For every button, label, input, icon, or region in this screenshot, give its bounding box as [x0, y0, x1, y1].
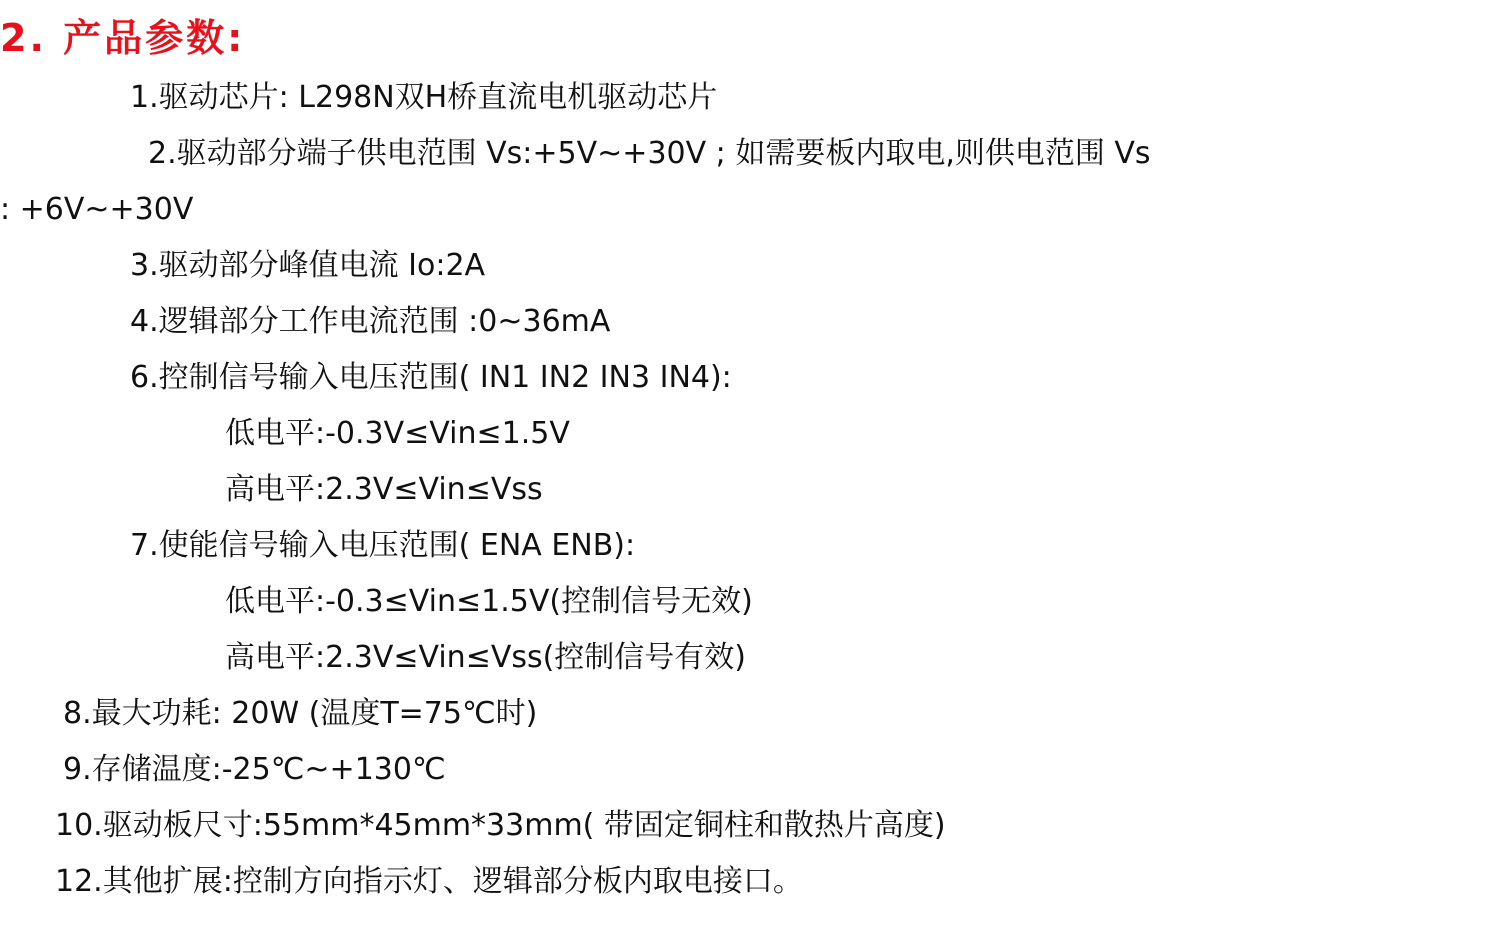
- spec-supply-range-cont: : +6V~+30V: [0, 192, 194, 227]
- spec-enable-low: 低电平:-0.3≤Vin≤1.5V(控制信号无效): [225, 584, 753, 619]
- spec-enable-voltage: 7.使能信号输入电压范围( ENA ENB):: [130, 528, 636, 563]
- spec-board-size: 10.驱动板尺寸:55mm*45mm*33mm( 带固定铜柱和散热片高度): [55, 808, 946, 843]
- spec-driver-chip: 1.驱动芯片: L298N双H桥直流电机驱动芯片: [130, 80, 718, 115]
- spec-storage-temp: 9.存储温度:-25℃~+130℃: [63, 752, 446, 787]
- spec-control-high: 高电平:2.3V≤Vin≤Vss: [225, 472, 543, 507]
- spec-logic-current: 4.逻辑部分工作电流范围 :0~36mA: [130, 304, 611, 339]
- spec-peak-current: 3.驱动部分峰值电流 Io:2A: [130, 248, 486, 283]
- spec-other-extensions: 12.其他扩展:控制方向指示灯、逻辑部分板内取电接口。: [55, 864, 803, 899]
- spec-control-low: 低电平:-0.3V≤Vin≤1.5V: [225, 416, 570, 451]
- section-title: 2. 产品参数:: [0, 16, 246, 60]
- spec-max-power: 8.最大功耗: 20W (温度T=75℃时): [63, 696, 538, 731]
- spec-supply-range: 2.驱动部分端子供电范围 Vs:+5V~+30V ; 如需要板内取电,则供电范围 Vs: [148, 136, 1151, 171]
- spec-control-voltage: 6.控制信号输入电压范围( IN1 IN2 IN3 IN4):: [130, 360, 732, 395]
- spec-enable-high: 高电平:2.3V≤Vin≤Vss(控制信号有效): [225, 640, 747, 675]
